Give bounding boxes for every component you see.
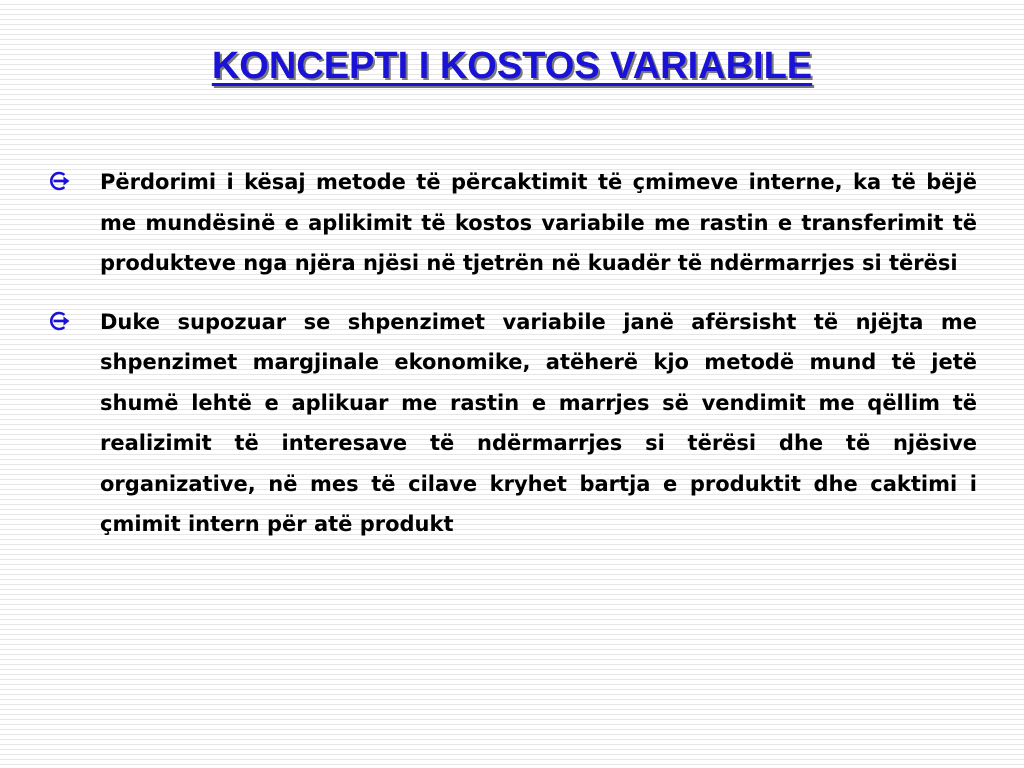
bullet-item [45, 302, 977, 545]
bullet-text: Duke supozuar se shpenzimet variabile janë afërsisht të njëjta me shpenzimet margjinale ekonomike, atëherë kjo metodë mund të jetë shumë lehtë e aplikuar me rastin e marrjes së vendimit me qëllim të realizimit të interesave të ndërmarrjes si tërësi dhe të njësive organizative, në mes të cilave kryhet bartja e produktit dhe caktimi i çmimit intern për atë produkt [100, 309, 977, 536]
circled-arrow-icon [47, 309, 71, 333]
bullet-item [45, 162, 977, 284]
circled-arrow-icon [47, 169, 71, 193]
slide-title: KONCEPTI I KOSTOS VARIABILE [211, 45, 813, 87]
bullet-list [45, 162, 977, 563]
bullet-text: Përdorimi i kësaj metode të përcaktimit të çmimeve interne, ka të bëjë me mundësinë e aplikimit të kostos variabile me rastin e transferimit të produkteve nga njëra njësi në tjetrën në kuadër të ndërmarrjes si tërësi [100, 170, 977, 275]
